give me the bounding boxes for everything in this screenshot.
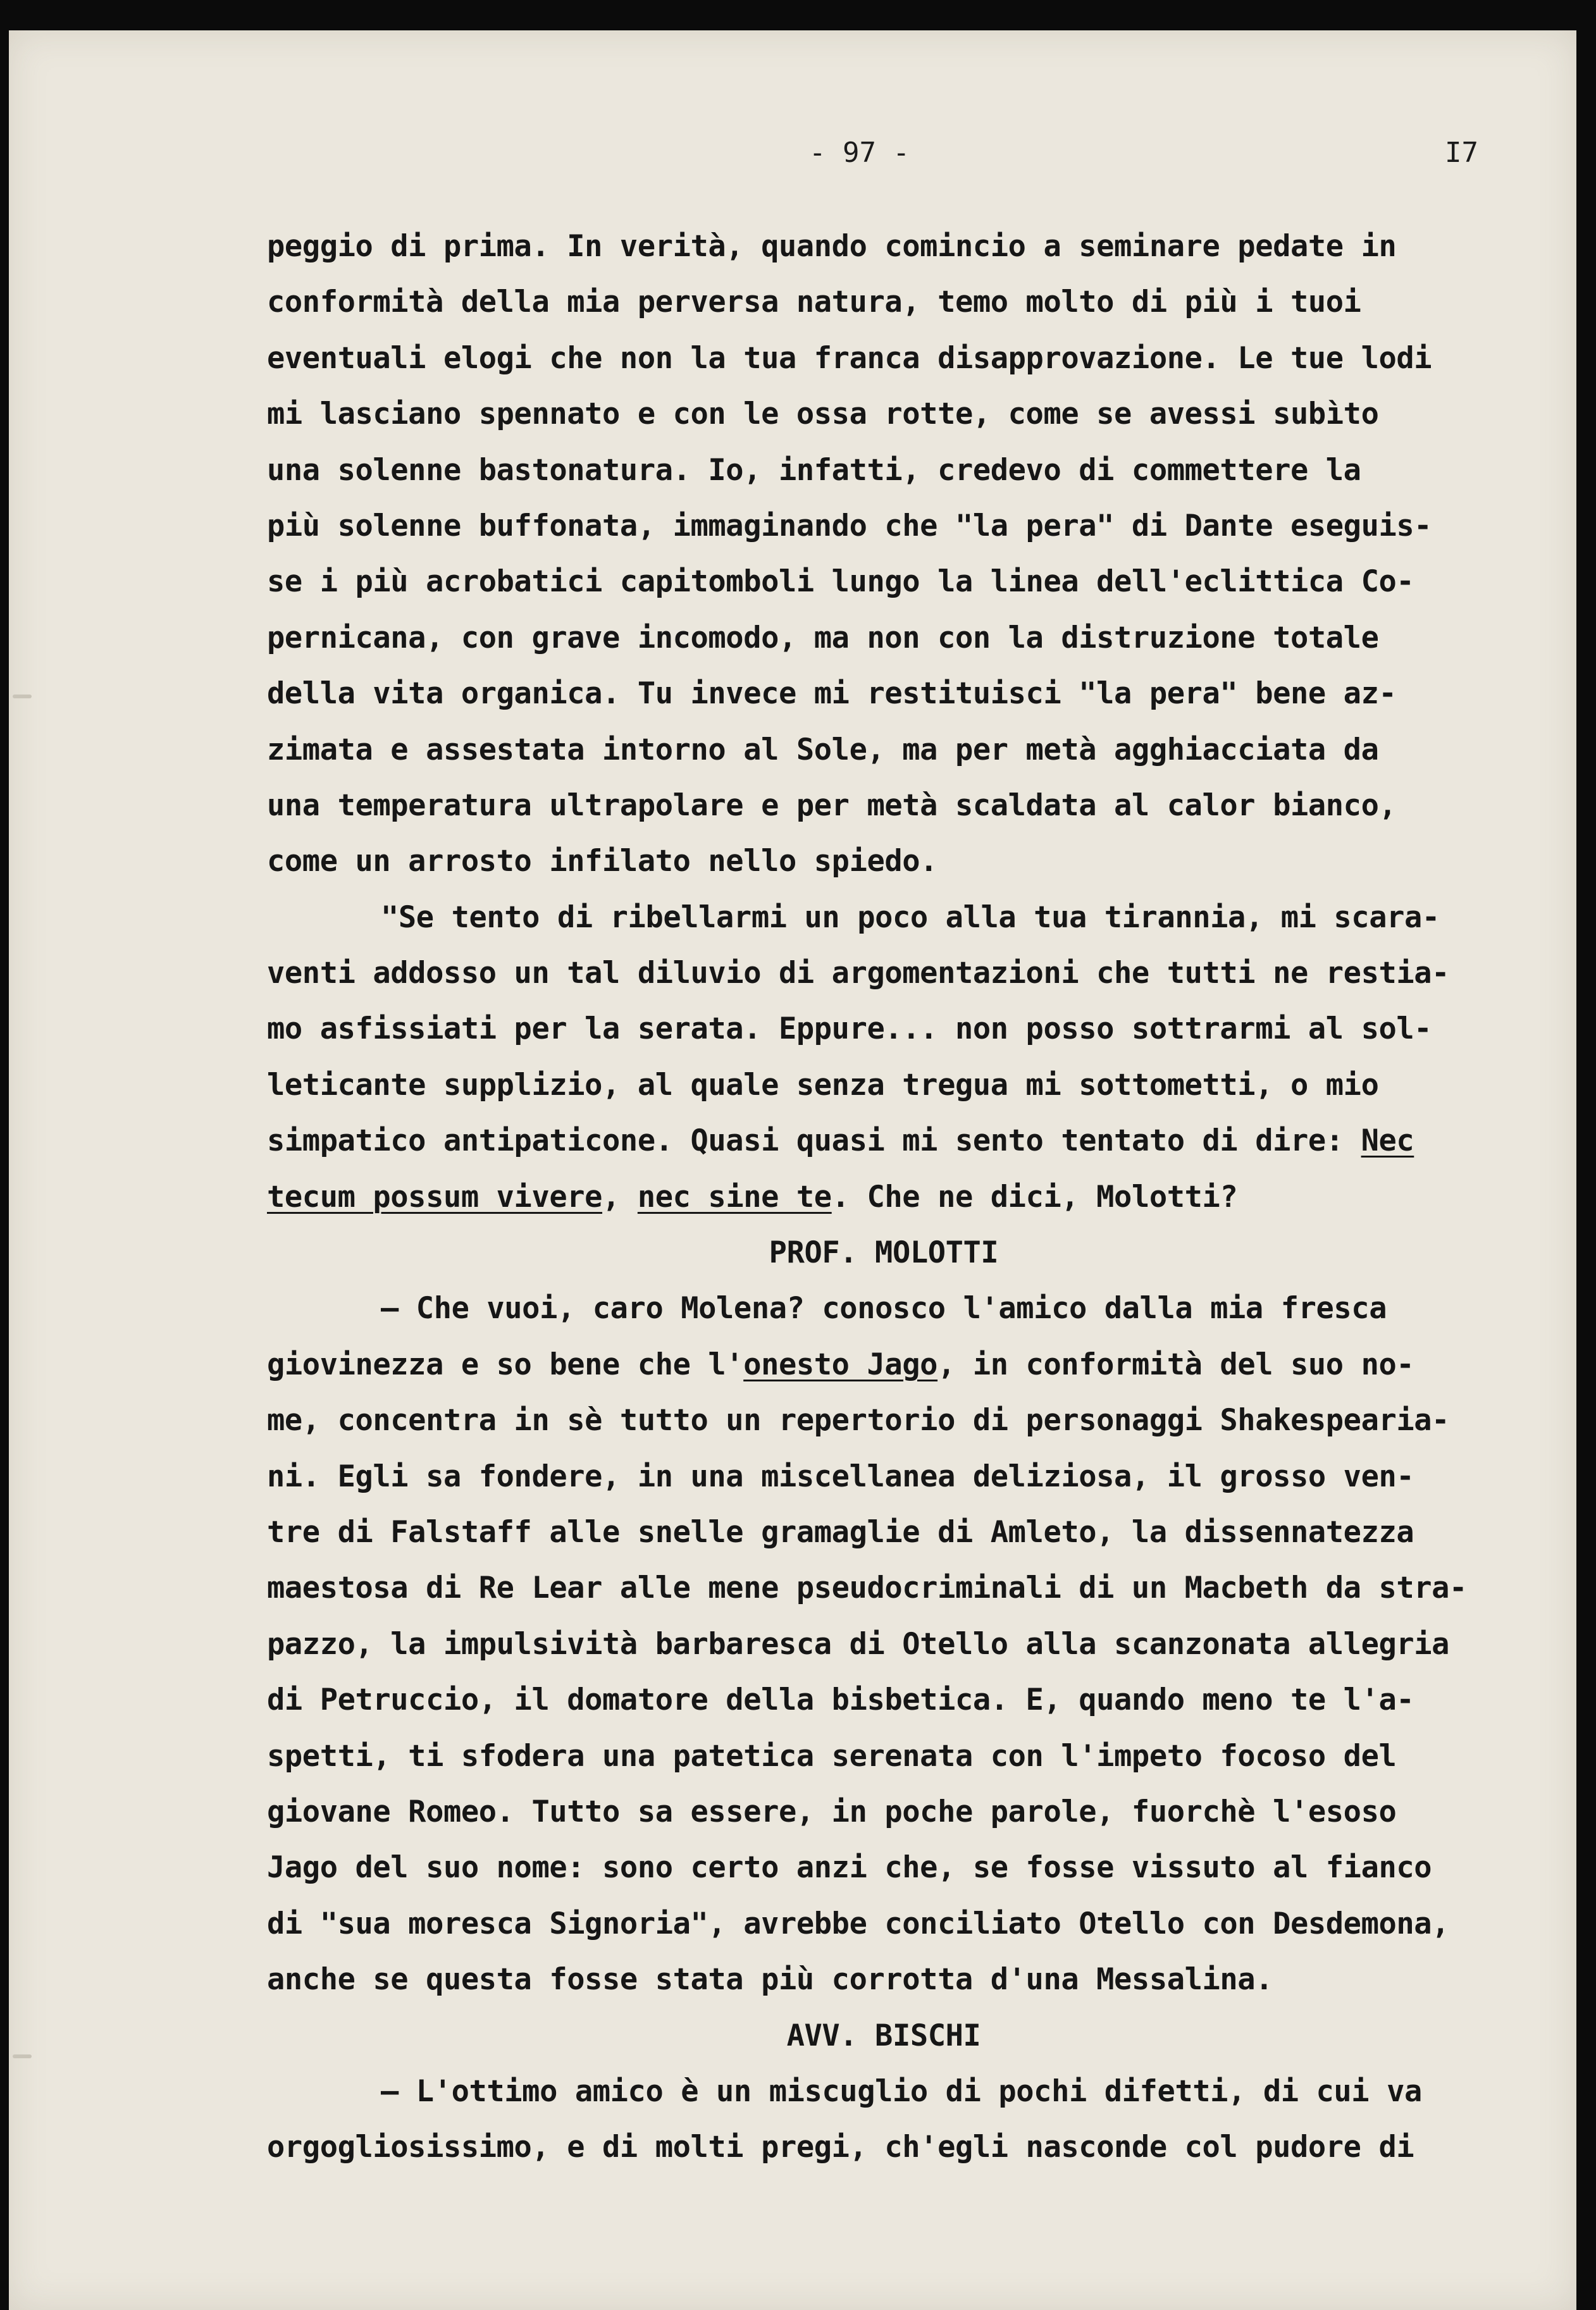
typewritten-page — [9, 30, 1576, 2310]
text-line: una solenne bastonatura. Io, infatti, credevo di commettere la — [267, 452, 1361, 488]
text-line: mi lasciano spennato e con le ossa rotte, come se avessi subìto — [267, 397, 1379, 432]
body-text — [267, 219, 1526, 2176]
sheet-number: I7 — [1445, 137, 1478, 169]
text-line: una temperatura ultrapolare e per metà scaldata al calor bianco, — [267, 788, 1397, 823]
speaker-heading: PROF. MOLOTTI — [769, 1235, 999, 1271]
text-line: più solenne buffonata, immaginando che "la pera" di Dante eseguis- — [267, 508, 1432, 543]
text-line: conformità della mia perversa natura, temo molto di più i tuoi — [267, 285, 1361, 320]
text-line: ni. Egli sa fondere, in una miscellanea deliziosa, il grosso ven- — [267, 1459, 1414, 1494]
underlined-latin: tecum possum vivere — [267, 1179, 603, 1214]
text-line: me, concentra in sè tutto un repertorio di personaggi Shakespearia- — [267, 1403, 1450, 1438]
text-line: eventuali elogi che non la tua franca disapprovazione. Le tue lodi — [267, 340, 1432, 376]
text-line: venti addosso un tal diluvio di argomentazioni che tutti ne restia- — [267, 956, 1450, 991]
underlined-latin: nec sine te — [637, 1179, 832, 1214]
text-line: di "sua moresca Signoria", avrebbe conciliato Otello con Desdemona, — [267, 1906, 1450, 1941]
underlined-name: onesto Jago — [743, 1347, 938, 1382]
paragraph-start-line: "Se tento di ribellarmi un poco alla tua tirannia, mi scara- — [381, 899, 1440, 935]
text-line: giovane Romeo. Tutto sa essere, in poche parole, fuorchè l'esoso — [267, 1794, 1397, 1829]
text-line: Jago del suo nome: sono certo anzi che, se fosse vissuto al fianco — [267, 1850, 1432, 1886]
paragraph-start-line: — Che vuoi, caro Molena? conosco l'amico dalla mia fresca — [381, 1291, 1387, 1326]
page-number: - 97 - — [809, 137, 910, 169]
underlined-latin: Nec — [1361, 1123, 1414, 1159]
text-line: zimata e assestata intorno al Sole, ma per metà agghiacciata da — [267, 732, 1379, 767]
text-line: se i più acrobatici capitomboli lungo la linea dell'eclittica Co- — [267, 564, 1414, 600]
text-line: giovinezza e so bene che l'onesto Jago, in conformità del suo no- — [267, 1347, 1414, 1382]
text-line: anche se questa fosse stata più corrotta d'una Messalina. — [267, 1962, 1273, 1998]
paper-edge-mark — [13, 2054, 32, 2058]
text-line: tre di Falstaff alle snelle gramaglie di Amleto, la dissennatezza — [267, 1514, 1414, 1550]
text-line: peggio di prima. In verità, quando comincio a seminare pedate in — [267, 229, 1397, 264]
text-line: mo asfissiati per la serata. Eppure... non posso sottrarmi al sol- — [267, 1011, 1432, 1047]
paper-edge-mark — [13, 695, 32, 698]
text-line: spetti, ti sfodera una patetica serenata con l'impeto focoso del — [267, 1738, 1397, 1774]
speaker-heading: AVV. BISCHI — [786, 2018, 981, 2053]
text-line: della vita organica. Tu invece mi restituisci "la pera" bene az- — [267, 676, 1397, 712]
text-line: pernicana, con grave incomodo, ma non con la distruzione totale — [267, 620, 1379, 655]
text-line: pazzo, la impulsività barbaresca di Otello alla scanzonata allegria — [267, 1626, 1450, 1662]
text-line: simpatico antipaticone. Quasi quasi mi sento tentato di dire: Nec — [267, 1123, 1414, 1159]
text-line: leticante supplizio, al quale senza tregua mi sottometti, o mio — [267, 1067, 1379, 1102]
paragraph-start-line: — L'ottimo amico è un miscuglio di pochi difetti, di cui va — [381, 2073, 1422, 2109]
text-line: maestosa di Re Lear alle mene pseudocriminali di un Macbeth da stra- — [267, 1571, 1467, 1606]
text-line: orgogliosissimo, e di molti pregi, ch'egli nasconde col pudore di — [267, 2130, 1414, 2165]
text-line: come un arrosto infilato nello spiedo. — [267, 844, 938, 879]
page-header — [9, 137, 1576, 175]
text-line: tecum possum vivere, nec sine te. Che ne dici, Molotti? — [267, 1179, 1238, 1214]
text-line: di Petruccio, il domatore della bisbetica. E, quando meno te l'a- — [267, 1683, 1414, 1718]
